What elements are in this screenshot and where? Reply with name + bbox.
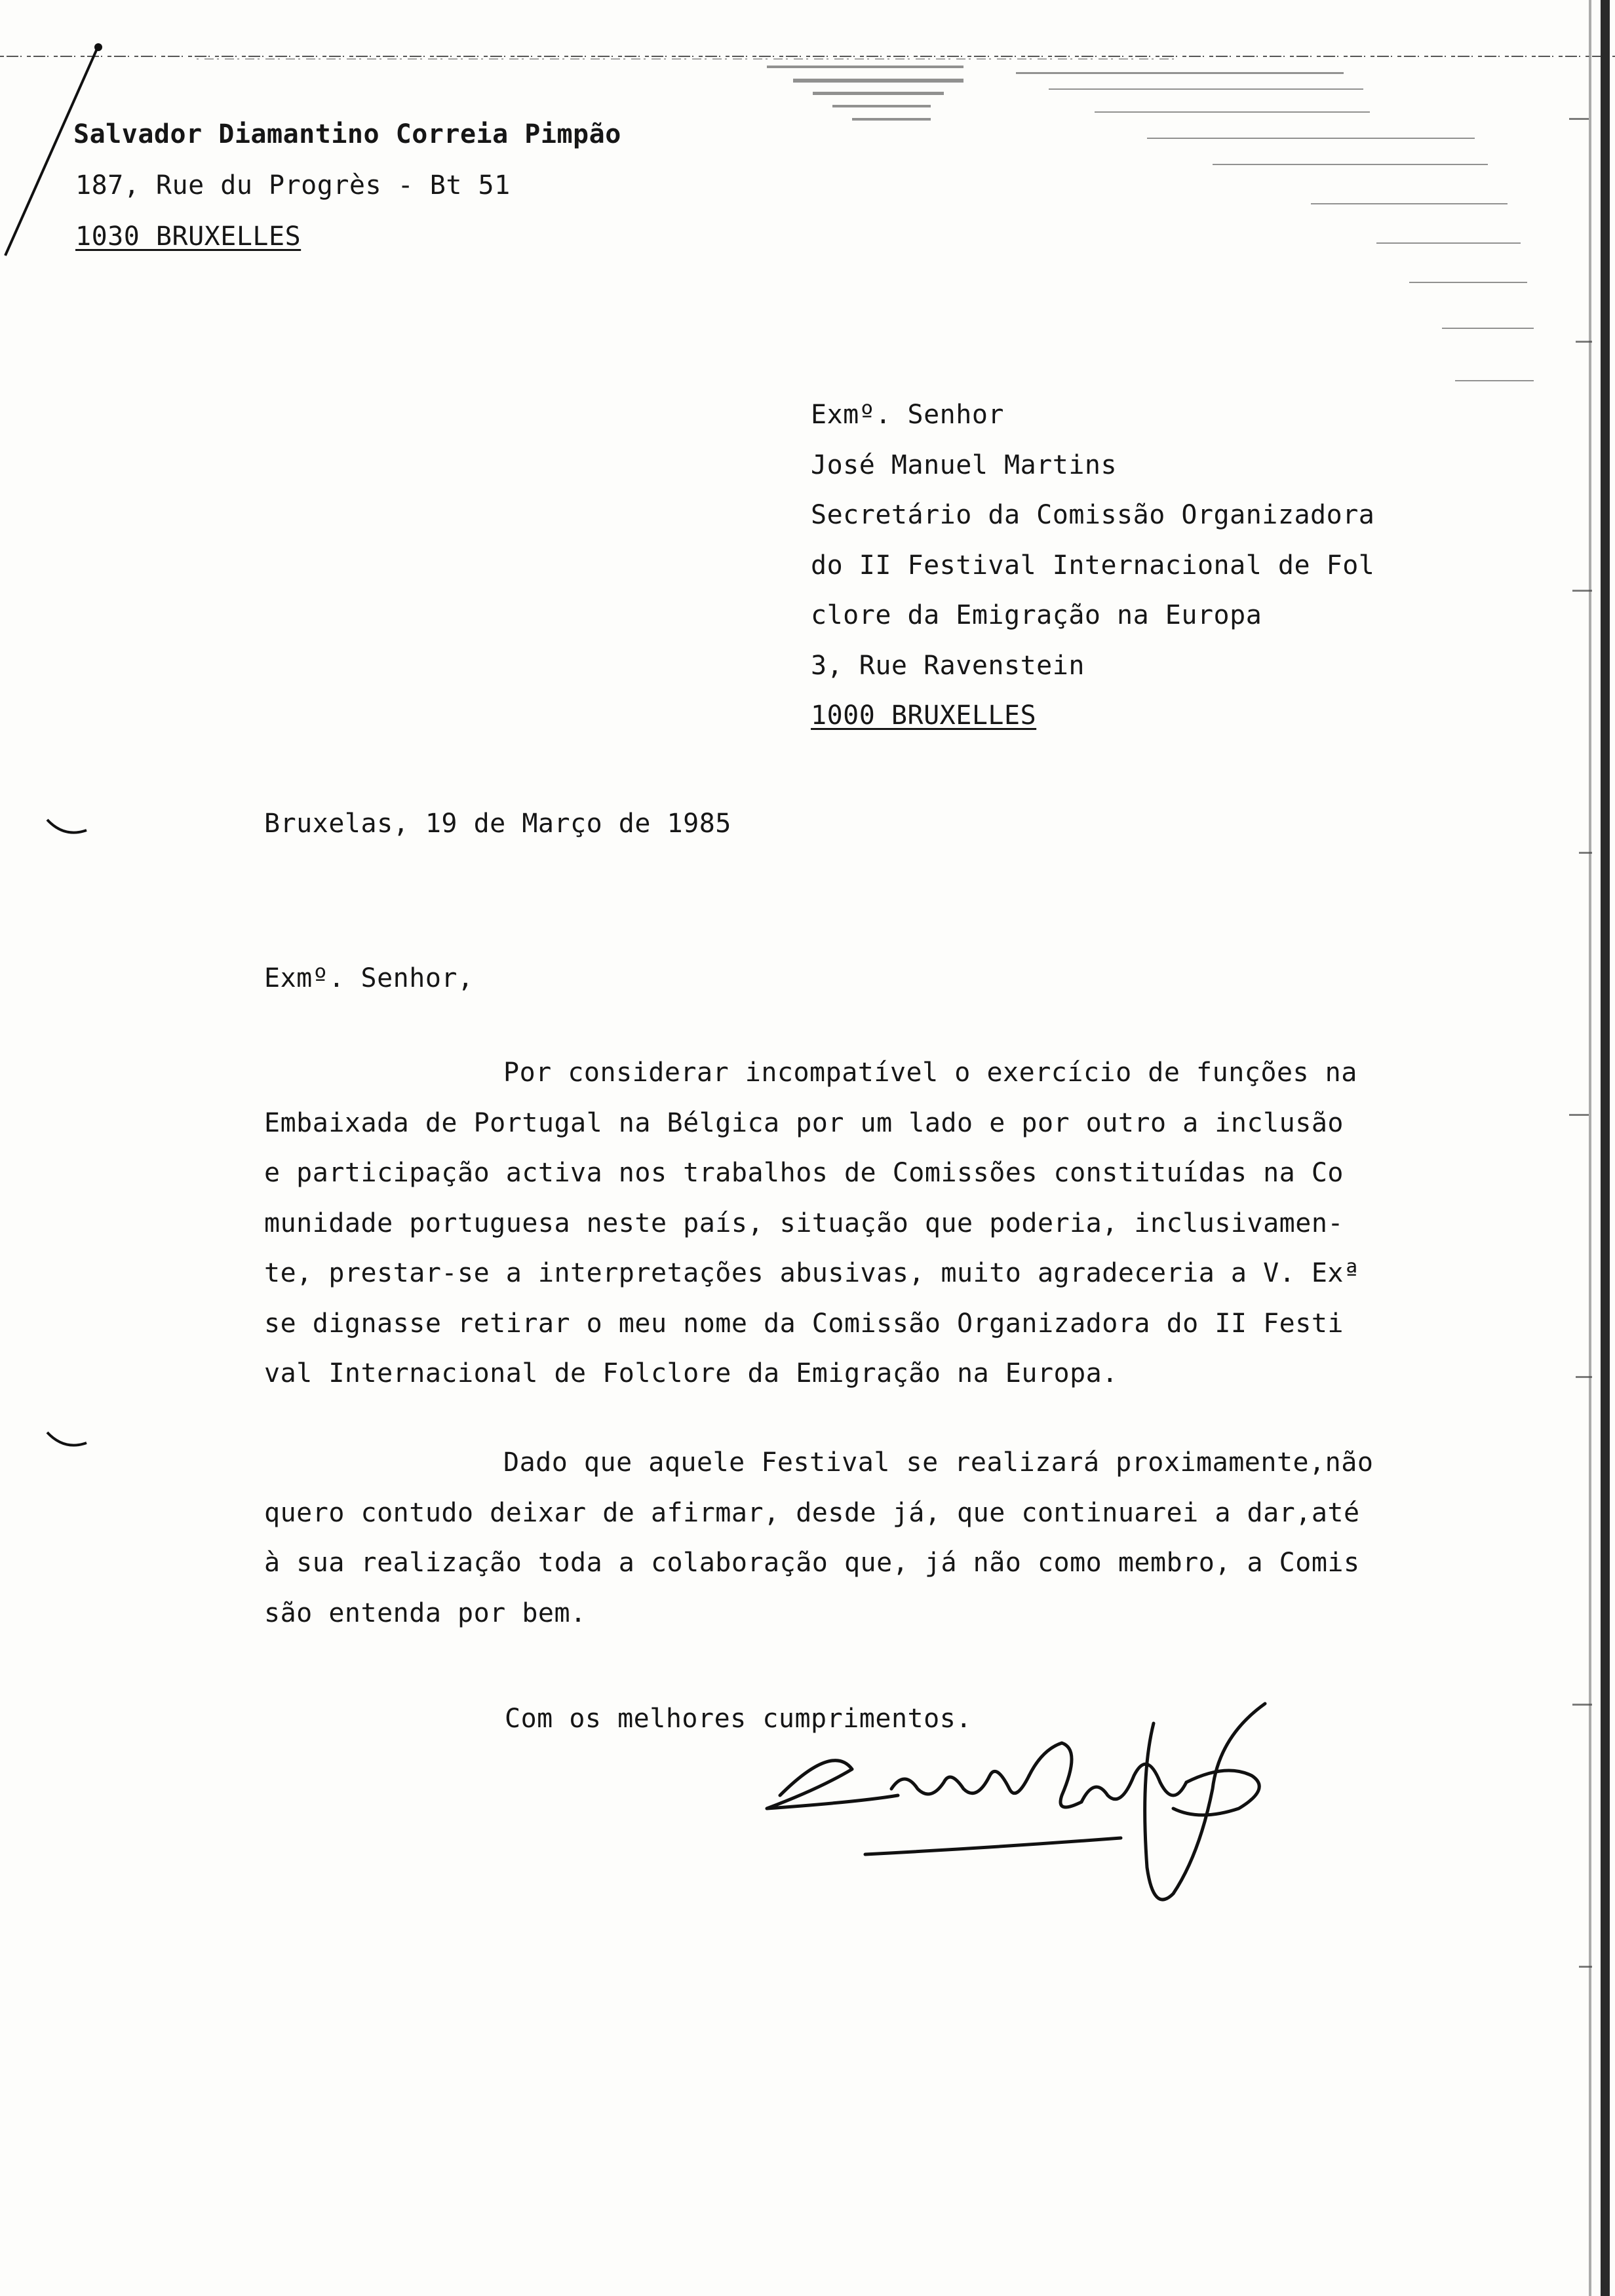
scan-edge-right — [1543, 0, 1615, 2296]
scan-noise-top-right — [754, 52, 1615, 459]
body-line: val Internacional de Folclore da Emigração na Europa. — [264, 1358, 1118, 1388]
body-line: se dignasse retirar o meu nome da Comissão Organizadora do II Festi — [264, 1309, 1344, 1339]
body-line: te, prestar-se a interpretações abusivas, muito agradeceria a V. Exª — [264, 1258, 1360, 1288]
sender-address: 187, Rue du Progrès - Bt 51 — [75, 170, 511, 201]
salutation: Exmº. Senhor, — [264, 963, 474, 993]
recipient-role-line1: Secretário da Comissão Organizadora — [811, 500, 1375, 530]
body-line: são entenda por bem. — [264, 1598, 587, 1628]
recipient-role-line2: do II Festival Internacional de Fol — [811, 550, 1375, 581]
body-line: munidade portuguesa neste país, situação que poderia, inclusivamen- — [264, 1208, 1344, 1238]
recipient-name: José Manuel Martins — [811, 450, 1118, 480]
recipient-role-line3: clore da Emigração na Europa — [811, 600, 1262, 630]
body-line: à sua realização toda a colaboração que, já não como membro, a Comis — [264, 1548, 1360, 1578]
body-line: e participação activa nos trabalhos de Comissões constituídas na Co — [264, 1158, 1344, 1188]
body-line: Dado que aquele Festival se realizará proximamente,não — [503, 1447, 1374, 1478]
hole-punch-mark-lower — [45, 1428, 90, 1455]
body-line: Por considerar incompatível o exercício de funções na — [503, 1058, 1357, 1088]
sender-city: 1030 BRUXELLES — [75, 221, 302, 252]
body-line: quero contudo deixar de afirmar, desde já, que continuarei a dar,até — [264, 1498, 1360, 1528]
letter-date: Bruxelas, 19 de Março de 1985 — [264, 809, 731, 839]
closing-line: Com os melhores cumprimentos. — [505, 1704, 972, 1734]
body-line: Embaixada de Portugal na Bélgica por um lado e por outro a inclusão — [264, 1108, 1344, 1138]
sender-name: Salvador Diamantino Correia Pimpão — [73, 119, 621, 149]
handwritten-signature — [754, 1697, 1278, 1959]
recipient-street: 3, Rue Ravenstein — [811, 651, 1085, 681]
recipient-city: 1000 BRUXELLES — [811, 700, 1037, 731]
hole-punch-mark-upper — [45, 816, 90, 842]
recipient-title: Exmº. Senhor — [811, 400, 1004, 430]
